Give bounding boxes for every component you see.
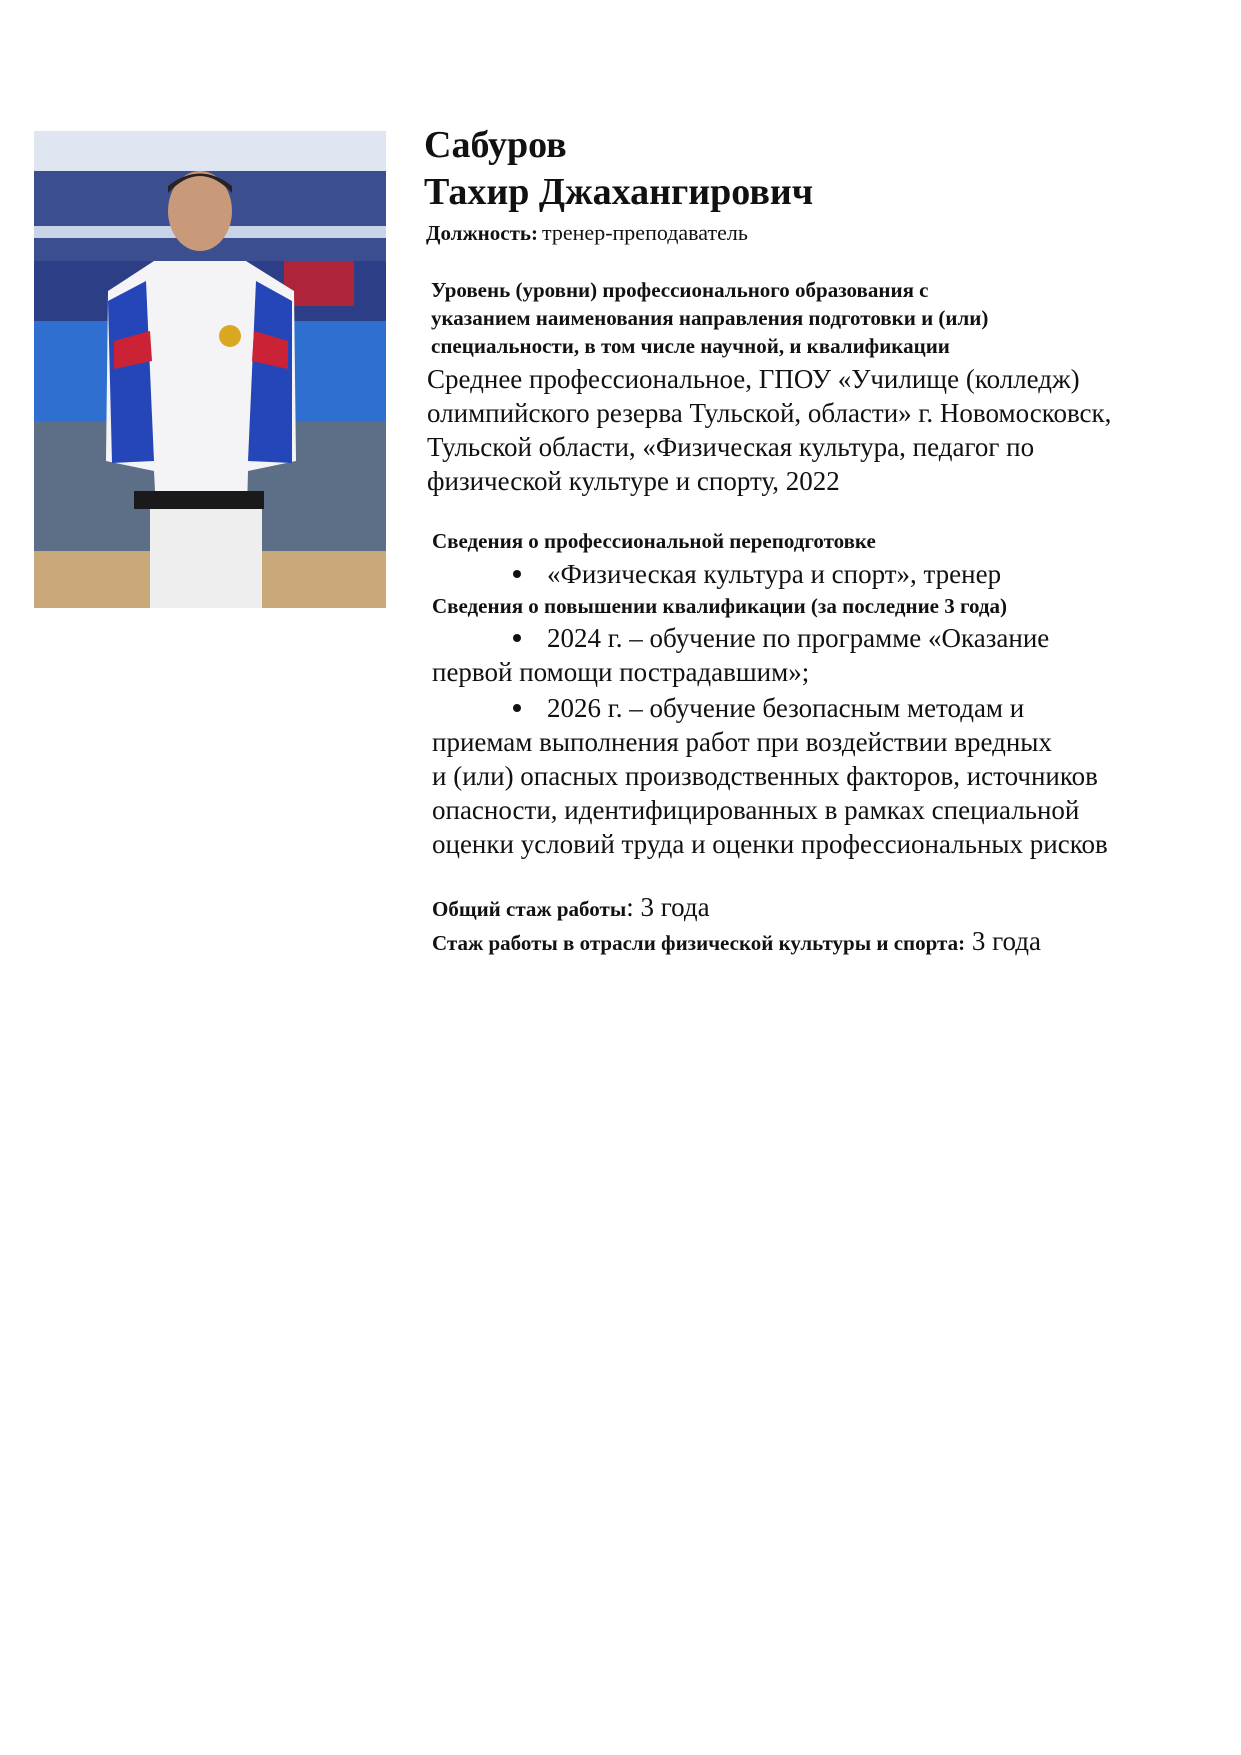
education-text-line: Среднее профессиональное, ГПОУ «Училище (колледж) <box>427 364 1080 394</box>
qualification-item: 2026 г. – обучение безопасным методам и <box>513 693 1024 724</box>
total-experience-value: : 3 года <box>626 892 710 922</box>
qualification-heading: Сведения о повышении квалификации (за последние 3 года) <box>432 594 1008 618</box>
portrait-photo <box>34 131 386 608</box>
education-text-line: Тульской области, «Физическая культура, педагог по <box>427 432 1035 462</box>
qualification-item-continuation: и (или) опасных производственных факторов, источников <box>432 761 1098 791</box>
education-text-line: олимпийского резерва Тульской, области» г. Новомосковск, <box>427 398 1112 428</box>
education-text-line: физической культуре и спорту, 2022 <box>427 466 840 496</box>
given-names: Тахир Джахангирович <box>424 171 814 213</box>
position-label: Должность: <box>426 221 539 245</box>
industry-experience <box>432 926 1041 957</box>
education-heading-line: Уровень (уровни) профессионального образования с <box>431 278 929 302</box>
surname: Сабуров <box>424 124 567 166</box>
industry-experience-label: Стаж работы в отрасли физической культуры и спорта: <box>432 931 966 955</box>
total-experience <box>432 892 710 923</box>
education-heading-line: специальности, в том числе научной, и квалификации <box>431 334 950 358</box>
industry-experience-value: 3 года <box>965 926 1041 956</box>
bullet-icon <box>513 704 521 712</box>
qualification-item-continuation: приемам выполнения работ при воздействии вредных <box>432 727 1052 757</box>
bullet-icon <box>513 634 521 642</box>
qualification-item-continuation: опасности, идентифицированных в рамках специальной <box>432 795 1080 825</box>
education-heading-line: указанием наименования направления подготовки и (или) <box>431 306 989 330</box>
retraining-heading: Сведения о профессиональной переподготовке <box>432 529 876 553</box>
total-experience-label: Общий стаж работы <box>432 897 627 921</box>
qualification-item: 2024 г. – обучение по программе «Оказание <box>513 623 1049 654</box>
position-row <box>426 220 748 246</box>
retraining-item: «Физическая культура и спорт», тренер <box>513 559 1001 590</box>
qualification-item-continuation: оценки условий труда и оценки профессиональных рисков <box>432 829 1108 859</box>
bullet-icon <box>513 570 521 578</box>
qualification-item-continuation: первой помощи пострадавшим»; <box>432 657 810 687</box>
position-value: тренер-преподаватель <box>542 220 748 245</box>
